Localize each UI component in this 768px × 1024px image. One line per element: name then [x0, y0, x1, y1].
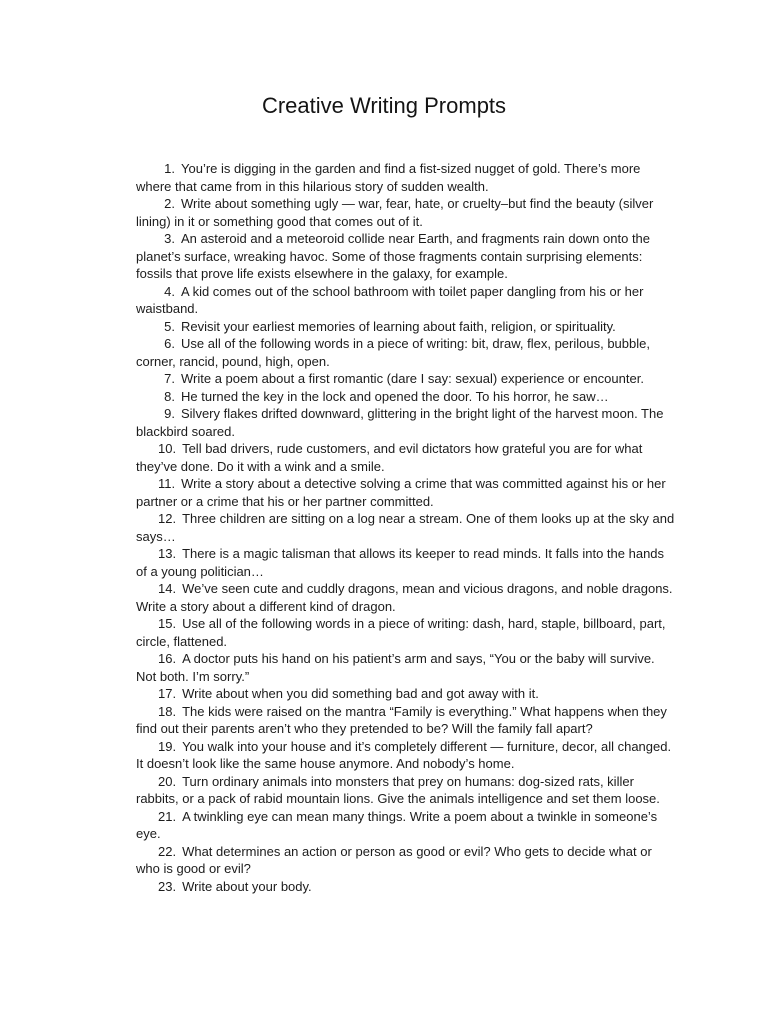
- prompt-text: There is a magic talisman that allows its keeper to read minds. It falls into the hands of a young politician…: [136, 546, 665, 579]
- list-item: [136, 685, 676, 703]
- list-item: [136, 703, 676, 738]
- list-item: [136, 160, 676, 195]
- prompt-number: 23.: [158, 878, 177, 894]
- prompt-number: 6.: [164, 336, 175, 351]
- prompt-number: 3.: [164, 231, 175, 246]
- prompt-number: 12.: [158, 511, 177, 526]
- prompt-number: 13.: [158, 546, 177, 561]
- prompt-number: 11.: [158, 476, 176, 491]
- prompt-text: The kids were raised on the mantra “Family is everything.” What happens when they find out their parents aren’t who they pretended to be? Will the family fall apart?: [136, 703, 667, 736]
- prompt-text: Write about when you did something bad and got away with it.: [182, 686, 539, 701]
- prompt-text: A kid comes out of the school bathroom with toilet paper dangling from his or her waistband.: [136, 283, 644, 316]
- list-item: [136, 738, 676, 773]
- prompt-number: 18.: [158, 703, 177, 719]
- prompt-text: We’ve seen cute and cuddly dragons, mean and vicious dragons, and noble dragons. Write a story about a different kind of dragon.: [136, 581, 673, 614]
- prompt-text: Write about your body.: [182, 878, 312, 894]
- prompt-text: What determines an action or person as good or evil? Who gets to decide what or who is good or evil?: [136, 843, 652, 876]
- prompt-number: 1.: [164, 161, 175, 176]
- list-item: [136, 510, 676, 545]
- prompt-number: 21.: [158, 808, 177, 824]
- list-item: [136, 545, 676, 580]
- list-item: [136, 318, 676, 336]
- prompt-number: 2.: [164, 196, 175, 211]
- list-item: [136, 230, 676, 283]
- prompt-number: 10.: [158, 441, 177, 456]
- prompt-text: Three children are sitting on a log near a stream. One of them looks up at the sky and says…: [136, 511, 675, 544]
- list-item: [136, 370, 676, 388]
- list-item: [136, 405, 676, 440]
- list-item: [136, 615, 676, 650]
- document-title: Creative Writing Prompts: [261, 93, 507, 118]
- prompt-text: Turn ordinary animals into monsters that prey on humans: dog-sized rats, killer rabbits, or a pack of rabid mountain lions. Give the animals intelligence and set them loose.: [136, 773, 660, 806]
- prompt-number: 4.: [164, 283, 175, 299]
- list-item: [136, 808, 676, 843]
- list-item: [136, 650, 676, 685]
- prompt-text: Write about something ugly — war, fear, hate, or cruelty–but find the beauty (silver lining) in it or something good that comes out of it.: [136, 196, 654, 229]
- prompt-number: 17.: [158, 686, 177, 701]
- list-item: [136, 843, 676, 878]
- prompt-number: 14.: [158, 581, 177, 596]
- prompt-text: Silvery flakes drifted downward, glittering in the bright light of the harvest moon. The blackbird soared.: [136, 406, 664, 439]
- prompt-text: Revisit your earliest memories of learning about faith, religion, or spirituality.: [181, 318, 616, 334]
- prompt-text: You walk into your house and it’s completely different — furniture, decor, all changed. It doesn’t look like the same house anymore. And nobody’s home.: [136, 738, 672, 771]
- prompt-number: 9.: [164, 406, 175, 421]
- prompt-number: 19.: [158, 738, 177, 754]
- list-item: [136, 475, 676, 510]
- prompt-number: 16.: [158, 651, 177, 666]
- prompt-number: 5.: [164, 318, 175, 334]
- prompt-list: [136, 160, 676, 895]
- prompt-text: Tell bad drivers, rude customers, and evil dictators how grateful you are for what they’ve done. Do it with a wink and a smile.: [136, 441, 643, 474]
- list-item: [136, 195, 676, 230]
- list-item: [136, 440, 676, 475]
- list-item: [136, 283, 676, 318]
- list-item: [136, 773, 676, 808]
- prompt-text: An asteroid and a meteoroid collide near Earth, and fragments rain down onto the planet’s surface, wreaking havoc. Some of those fragments contain surprising elements: fossils that prove life exists elsewhere in the galaxy, for example.: [136, 231, 651, 281]
- prompt-text: You’re is digging in the garden and find a fist-sized nugget of gold. There’s more where that came from in this hilarious story of sudden wealth.: [136, 161, 641, 194]
- prompt-text: Write a story about a detective solving a crime that was committed against his or her partner or a crime that his or her partner committed.: [136, 476, 666, 509]
- prompt-number: 20.: [158, 773, 177, 789]
- prompt-text: A doctor puts his hand on his patient’s arm and says, “You or the baby will survive. Not both. I’m sorry.”: [136, 651, 655, 684]
- prompt-text: Use all of the following words in a piece of writing: bit, draw, flex, perilous, bubble, corner, rancid, pound, high, open.: [136, 336, 650, 369]
- list-item: [136, 580, 676, 615]
- list-item: [136, 388, 676, 406]
- prompt-text: Write a poem about a first romantic (dare I say: sexual) experience or encounter.: [181, 371, 644, 386]
- prompt-number: 8.: [164, 388, 175, 404]
- prompt-number: 22.: [158, 843, 177, 859]
- list-item: [136, 335, 676, 370]
- prompt-text: He turned the key in the lock and opened the door. To his horror, he saw…: [181, 388, 609, 404]
- prompt-number: 7.: [164, 371, 175, 386]
- prompt-text: A twinkling eye can mean many things. Write a poem about a twinkle in someone’s eye.: [136, 808, 658, 841]
- list-item: [136, 878, 676, 896]
- prompt-text: Use all of the following words in a piece of writing: dash, hard, staple, billboard, part, circle, flattened.: [136, 616, 666, 649]
- prompt-number: 15.: [158, 616, 177, 631]
